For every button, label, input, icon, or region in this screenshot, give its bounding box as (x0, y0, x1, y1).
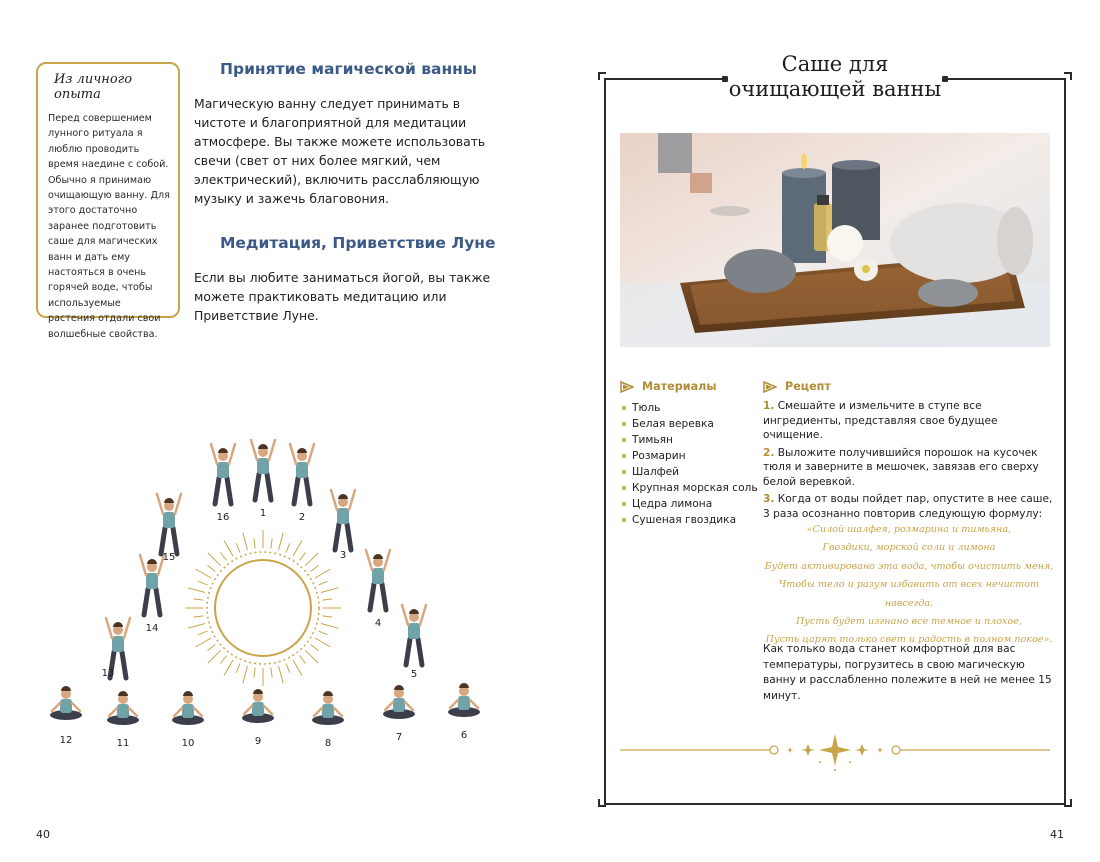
poem-line: Пусть будет изгнано все темное и плохое, (796, 616, 1022, 628)
frame-corner (598, 72, 606, 80)
step-text: Смешайте и измельчите в ступе все ингредиенты, представляя свое будущее очищение. (763, 400, 998, 441)
recipe-step (763, 399, 1055, 443)
recipe-step (763, 492, 1055, 521)
pose-number: 15 (162, 552, 176, 563)
star-icon (877, 747, 884, 753)
section-magic-bath (194, 60, 499, 208)
yoga-poses-diagram (36, 430, 506, 760)
section-heading-text: Медитация, Приветствие Луне (220, 234, 496, 252)
recipe-heading-text: Рецепт (785, 380, 831, 393)
star-icon (855, 744, 869, 756)
sidebar-text: Перед совершением лунного ритуала я люблю проводить время наедине с собой. Обычно я принимаю очищающую ванну. Для этого достаточно заранее подготовить саше для магических ванн и дать ему настояться в очень горячей воде, чтобы используемые растения отдали свои волшебные свойства. (48, 113, 170, 340)
recipe-title-line2: очищающей ванны (728, 77, 942, 101)
incantation-poem (754, 521, 1064, 650)
pose-number: 10 (181, 738, 195, 749)
personal-experience-box (36, 62, 180, 340)
materials-heading (620, 380, 716, 393)
spa-tray-photo (620, 133, 1050, 347)
frame-top-right (944, 78, 1066, 80)
crescent-moon-icon (194, 60, 212, 78)
materials-list (620, 400, 758, 528)
pose-number: 5 (410, 669, 418, 680)
section-text: Магическую ванну следует принимать в чистоте и благоприятной для медитации атмосфере. Вы также можете использовать свечи (свет от них более мягкий, чем электрический), включить расслабляющую музыку и зажечь благовония. (194, 96, 486, 206)
section-heading-text: Принятие магической ванны (220, 60, 477, 78)
pose-number: 9 (254, 736, 262, 747)
star-icon (787, 747, 794, 753)
pose-number: 3 (339, 550, 347, 561)
poem-line: Гвоздики, морской соли и лимона (822, 542, 996, 554)
list-item: Белая веревка (620, 416, 758, 432)
pose-number: 7 (395, 732, 403, 743)
sun-ring (215, 560, 311, 656)
materials-heading-text: Материалы (642, 380, 717, 393)
list-item: Тюль (620, 400, 758, 416)
pose-number: 6 (460, 730, 468, 741)
poem-line: Будет активировано эта вода, чтобы очистить меня, (764, 560, 1054, 572)
pose-number: 12 (59, 735, 73, 746)
yoga-pose-figure (107, 691, 139, 725)
triangle-bullet-icon (763, 381, 777, 393)
star-icon (801, 744, 815, 756)
sidebar-title: Из личного опыта (54, 72, 133, 102)
star-ornament-divider (620, 730, 1050, 774)
yoga-pose-figure (366, 550, 390, 610)
crescent-moon-icon (194, 234, 212, 252)
yoga-pose-figure (211, 444, 235, 504)
step-number: 3. (763, 493, 775, 505)
pose-figures (50, 440, 480, 749)
pose-number: 16 (216, 512, 230, 523)
sun-rays (185, 530, 341, 686)
golden-crescent-icon (240, 568, 304, 648)
step-number: 1. (763, 400, 775, 412)
list-item: Сушеная гвоздика (620, 512, 758, 528)
recipe-title-line1: Саше для (781, 52, 889, 76)
moon-salutation-illustration (36, 430, 506, 760)
recipe-step (763, 446, 1055, 490)
yoga-pose-figure (242, 689, 274, 723)
step-text: Выложите получившийся порошок на кусочек тюля и заверните в мешочек, завязав его сверху белой веревкой. (763, 446, 1039, 488)
frame-corner (1064, 72, 1072, 80)
sun-dotted-ring (207, 552, 319, 664)
yoga-pose-figure (290, 444, 314, 504)
yoga-pose-figure (50, 686, 82, 720)
section-text: Если вы любите заниматься йогой, вы также можете практиковать медитацию или Приветствие Луне. (194, 270, 491, 323)
pose-number: 1 (259, 508, 267, 519)
pose-number: 14 (145, 623, 159, 634)
step-text: Когда от воды пойдет пар, опустите в нее саше, 3 раза осознанно повторив следующую формулу: (763, 493, 1053, 520)
section-meditation (194, 234, 499, 325)
yoga-pose-figure (448, 683, 480, 717)
poem-line: Чтобы тело и разум избавить от всех нечистот навсегда. (778, 579, 1040, 609)
star-icon (819, 734, 851, 766)
yoga-pose-figure (140, 555, 164, 615)
pose-number: 2 (298, 512, 306, 523)
frame-top-left (604, 78, 726, 80)
frame-corner (598, 799, 606, 807)
yoga-pose-figure (157, 494, 181, 554)
triangle-bullet-icon (620, 381, 634, 393)
list-item: Шалфей (620, 464, 758, 480)
list-item: Цедра лимона (620, 496, 758, 512)
page-number-left: 40 (36, 828, 50, 841)
poem-line: Пусть царят только свет и радость в полном покое». (765, 634, 1053, 646)
list-item: Крупная морская соль (620, 480, 758, 496)
section-heading (194, 234, 499, 252)
section-heading (194, 60, 499, 78)
poem-line: «Силой шалфея, розмарина и тимьяна, (806, 524, 1012, 535)
frame-corner (1064, 799, 1072, 807)
pose-number: 4 (374, 618, 382, 629)
pose-number: 11 (116, 738, 130, 749)
yoga-pose-figure (172, 691, 204, 725)
recipe-heading (763, 380, 831, 393)
yoga-pose-figure (312, 691, 344, 725)
page-number-right: 41 (1050, 828, 1064, 841)
yoga-pose-figure (402, 605, 426, 665)
list-item: Розмарин (620, 448, 758, 464)
closing-text: Как только вода станет комфортной для вас температуры, погрузитесь в свою магическую ванну и расслабленно полежите в ней не менее 15 минут. (763, 643, 1052, 702)
yoga-pose-figure (251, 440, 275, 500)
recipe-title (726, 52, 944, 102)
list-item: Тимьян (620, 432, 758, 448)
step-number: 2. (763, 446, 775, 459)
yoga-pose-figure (383, 685, 415, 719)
pose-number: 8 (324, 738, 332, 749)
yoga-pose-figure (331, 490, 355, 550)
pose-number: 13 (101, 668, 115, 679)
recipe-steps (763, 399, 1055, 524)
